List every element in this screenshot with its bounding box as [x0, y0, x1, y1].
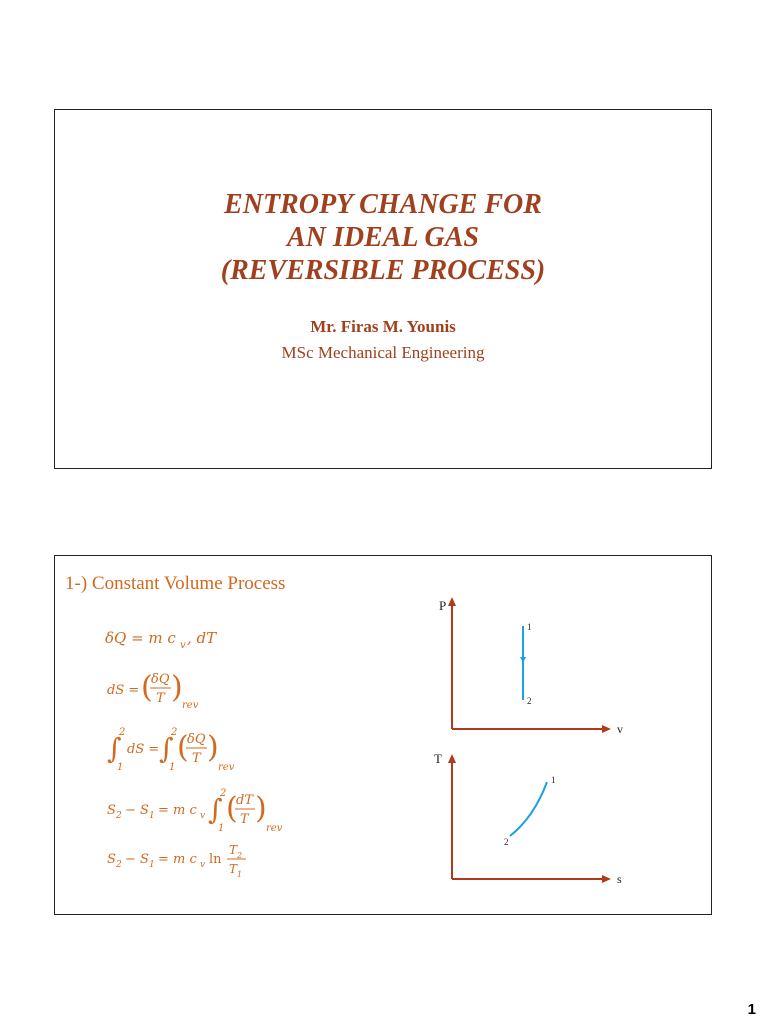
svg-text:2: 2 — [116, 811, 122, 821]
svg-text:(: ( — [177, 730, 189, 765]
svg-text:∫: ∫ — [107, 732, 122, 765]
svg-text:T: T — [192, 751, 201, 766]
author-name: Mr. Firas M. Younis — [310, 317, 456, 336]
section-heading: 1-) Constant Volume Process — [65, 573, 286, 594]
svg-text:1: 1 — [169, 762, 176, 773]
svg-text:1: 1 — [149, 811, 155, 821]
svg-text:(: ( — [141, 670, 153, 705]
svg-text:, dT: , dT — [187, 629, 217, 647]
svg-text:∫: ∫ — [208, 793, 223, 826]
svg-text:dS =: dS = — [127, 742, 160, 757]
pv-y-label: P — [439, 598, 447, 613]
ts-diagram — [430, 746, 700, 896]
ts-diagram-svg — [430, 746, 700, 896]
svg-text:1: 1 — [117, 762, 124, 773]
svg-text:dT: dT — [236, 793, 253, 808]
svg-text:T: T — [156, 691, 165, 706]
svg-text:− S: − S — [125, 852, 149, 867]
equation-heat-transfer — [105, 626, 255, 656]
title-line-1: ENTROPY CHANGE FOR — [224, 189, 542, 220]
equation-heat-transfer-svg — [105, 626, 255, 652]
ts-x-label: s — [617, 872, 622, 886]
svg-text:2: 2 — [220, 788, 227, 799]
equation-entropy-integral-svg — [105, 781, 305, 839]
svg-text:(: ( — [226, 791, 238, 826]
ts-y-label: T — [434, 751, 442, 766]
pv-diagram — [430, 594, 700, 744]
svg-text:S: S — [107, 852, 116, 867]
pv-x-arrow-icon — [602, 725, 611, 733]
page-number: 1 — [747, 1001, 756, 1018]
svg-text:2: 2 — [116, 860, 122, 870]
equation-entropy-definition-svg — [105, 666, 225, 716]
pv-direction-arrow-icon — [520, 657, 526, 663]
author-degree: MSc Mechanical Engineering — [281, 343, 485, 362]
svg-text:S: S — [107, 803, 116, 818]
svg-text:∫: ∫ — [159, 732, 174, 765]
title-line-2: AN IDEAL GAS — [287, 222, 479, 253]
svg-text:1: 1 — [218, 823, 225, 834]
equation-integral — [105, 720, 265, 782]
equation-entropy-result — [105, 839, 295, 887]
ts-y-arrow-icon — [448, 754, 456, 763]
svg-text:rev: rev — [182, 700, 199, 711]
svg-text:rev: rev — [266, 823, 283, 834]
pv-x-label: v — [617, 722, 623, 736]
ts-state-2-label: 2 — [504, 837, 509, 847]
svg-text:dS =: dS = — [107, 683, 140, 698]
svg-text:2: 2 — [119, 727, 126, 738]
svg-text:T: T — [229, 862, 238, 876]
svg-text:T: T — [240, 812, 249, 827]
svg-text:1: 1 — [149, 860, 155, 870]
svg-text:1: 1 — [237, 870, 243, 879]
svg-text:rev: rev — [218, 762, 235, 773]
pv-state-2-label: 2 — [527, 696, 532, 706]
ts-state-1-label: 1 — [551, 775, 556, 785]
title-slide — [54, 109, 712, 469]
svg-text:): ) — [255, 791, 267, 826]
title-line-3: (REVERSIBLE PROCESS) — [220, 255, 546, 286]
svg-text:= m c: = m c — [158, 803, 197, 818]
svg-text:v: v — [200, 811, 206, 821]
pv-y-arrow-icon — [448, 597, 456, 606]
svg-text:δQ: δQ — [187, 732, 206, 747]
svg-text:− S: − S — [125, 803, 149, 818]
equation-entropy-result-svg — [105, 839, 295, 883]
pv-state-1-label: 1 — [527, 622, 532, 632]
svg-text:T: T — [229, 843, 238, 857]
slide-title — [55, 188, 711, 287]
svg-text:δQ: δQ — [151, 672, 170, 687]
svg-text:v: v — [200, 860, 206, 870]
equation-integral-svg — [105, 720, 265, 778]
ts-x-arrow-icon — [602, 875, 611, 883]
equation-entropy-integral — [105, 781, 305, 843]
svg-text:2: 2 — [237, 851, 243, 860]
svg-text:ln: ln — [209, 852, 222, 867]
ts-process-curve — [510, 782, 547, 836]
equation-entropy-definition — [105, 666, 225, 720]
pv-diagram-svg — [430, 594, 700, 744]
svg-text:): ) — [207, 730, 219, 765]
svg-text:): ) — [171, 670, 183, 705]
svg-text:= m c: = m c — [158, 852, 197, 867]
svg-text:2: 2 — [171, 727, 178, 738]
svg-text:v: v — [180, 640, 186, 651]
process-slide — [54, 555, 712, 915]
svg-text:δQ = m c: δQ = m c — [105, 629, 176, 647]
